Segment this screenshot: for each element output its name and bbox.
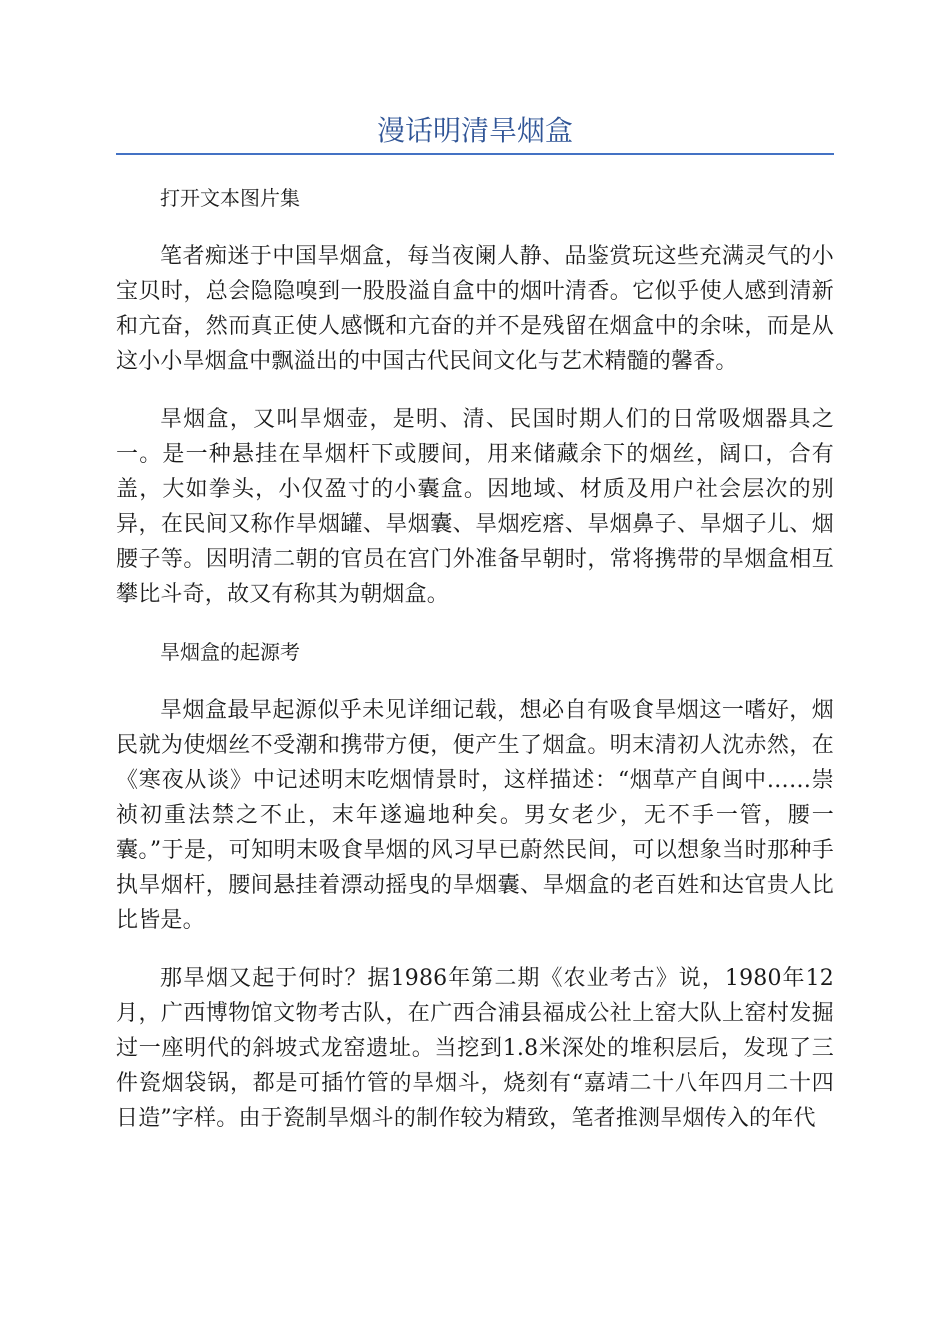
paragraph-origin: 旱烟盒最早起源似乎未见详细记载，想必自有吸食旱烟这一嗜好，烟民就为使烟丝不受潮和携带方便，便产生了烟盒。明末清初人沈赤然，在《寒夜从谈》中记述明末吃烟情景时，这样描述：“烟草产自闽中……崇祯初重法禁之不止，末年遂遍地种矣。男女老少，无不手一管，腰一囊。”于是，可知明末吸食旱烟的风习早已蔚然民间，可以想象当时那种手执旱烟杆，腰间悬挂着漂动摇曳的旱烟囊、旱烟盒的老百姓和达官贵人比比皆是。	[116, 698, 834, 933]
section-heading-origin: 旱烟盒的起源考	[160, 640, 300, 664]
paragraph-intro: 笔者痴迷于中国旱烟盒，每当夜阑人静、品鉴赏玩这些充满灵气的小宝贝时，总会隐隐嗅到一股股溢自盒中的烟叶清香。它似乎使人感到清新和亢奋，然而真正使人感慨和亢奋的并不是残留在烟盒中的余味，而是从这小小旱烟盒中飘溢出的中国古代民间文化与艺术精髓的馨香。	[116, 244, 834, 374]
title-underline	[116, 153, 834, 155]
document-page	[116, 0, 834, 1159]
section-heading-image-gallery: 打开文本图片集	[160, 186, 300, 210]
paragraph-archaeology: 那旱烟又起于何时？据1986年第二期《农业考古》说，1980年12月，广西博物馆文物考古队，在广西合浦县福成公社上窑大队上窑村发掘过一座明代的斜坡式龙窑遗址。当挖到1.8米深处的堆积层后，发现了三件瓷烟袋锅，都是可插竹管的旱烟斗，烧刻有“嘉靖二十八年四月二十四日造”字样。由于瓷制旱烟斗的制作较为精致，笔者推测旱烟传入的年代	[116, 966, 834, 1131]
paragraph-definition: 旱烟盒，又叫旱烟壶，是明、清、民国时期人们的日常吸烟器具之一。是一种悬挂在旱烟杆下或腰间，用来储藏余下的烟丝，阔口，合有盖，大如拳头，小仅盈寸的小囊盒。因地域、材质及用户社会层次的别异，在民间又称作旱烟罐、旱烟囊、旱烟疙瘩、旱烟鼻子、旱烟子儿、烟腰子等。因明清二朝的官员在宫门外准备早朝时，常将携带的旱烟盒相互攀比斗奇，故又有称其为朝烟盒。	[116, 407, 834, 607]
document-title: 漫话明清旱烟盒	[376, 114, 573, 147]
